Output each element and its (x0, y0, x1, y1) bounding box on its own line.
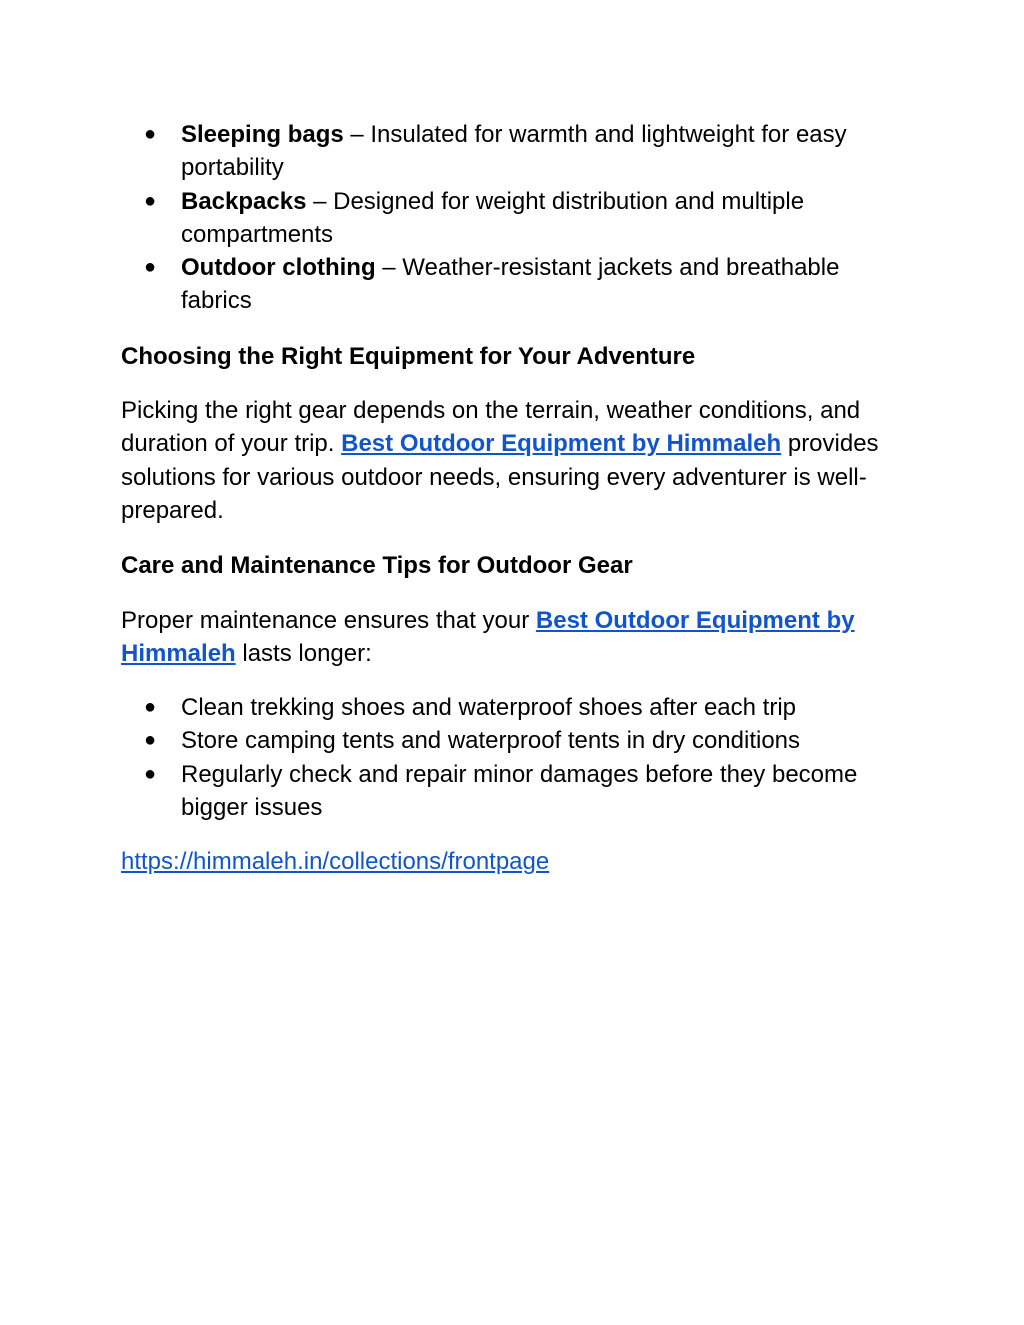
section-paragraph-care: Proper maintenance ensures that your Best Outdoor Equipment by Himmaleh lasts longer: (121, 606, 855, 667)
bullet-icon: ● (143, 696, 157, 719)
list-item (121, 118, 901, 185)
bullet-icon: ● (143, 123, 157, 145)
section-paragraph-choosing: Picking the right gear depends on the terrain, weather conditions, and duration of your trip. Best Outdoor Equipment by Himmaleh provides solutions for various outdoor needs, ensuring every adventurer is well-prepared. (121, 397, 879, 524)
list-item-term: Outdoor clothing (181, 254, 376, 282)
gear-list (121, 118, 901, 318)
section-heading-choosing: Choosing the Right Equipment for Your Adventure (121, 342, 696, 370)
list-item (121, 185, 901, 252)
list-item-term: Sleeping bags (181, 121, 344, 148)
list-item-desc: – Designed for weight distribution and multiple compartments (181, 187, 805, 248)
bullet-icon: ● (143, 256, 157, 279)
url-paragraph (121, 845, 901, 878)
list-item: ● Store camping tents and waterproof tents in dry conditions (121, 724, 901, 757)
maintenance-list (121, 691, 901, 824)
section-heading-care: Care and Maintenance Tips for Outdoor Gear (121, 552, 633, 580)
himmaleh-link[interactable]: Best Outdoor Equipment by Himmaleh (341, 430, 782, 458)
list-item-desc: – Weather-resistant jackets and breathable fabrics (181, 254, 840, 315)
list-item (121, 251, 901, 318)
document-page (121, 118, 901, 879)
list-item: ● Clean trekking shoes and waterproof shoes after each trip (121, 691, 901, 724)
bullet-icon: ● (143, 189, 157, 212)
list-item-term: Backpacks (181, 187, 307, 215)
list-item-desc: – Insulated for warmth and lightweight for easy portability (181, 121, 847, 182)
list-item: ● Regularly check and repair minor damages before they become bigger issues (121, 758, 901, 825)
bullet-icon: ● (143, 762, 157, 785)
himmaleh-link[interactable]: Best Outdoor Equipment by Himmaleh (121, 606, 855, 667)
bullet-icon: ● (143, 729, 157, 752)
collections-url-link[interactable]: https://himmaleh.in/collections/frontpage (121, 848, 550, 876)
